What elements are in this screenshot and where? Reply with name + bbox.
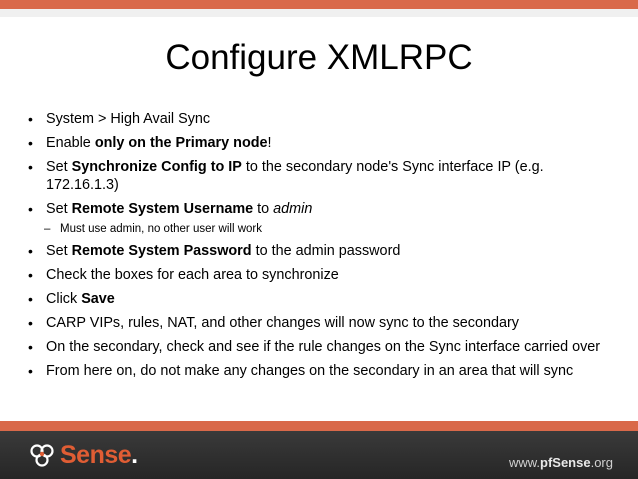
top-strip <box>0 9 638 17</box>
sub-bullet-item <box>26 222 611 237</box>
bullet-text: Click <box>46 291 82 307</box>
bullet-text: to <box>253 201 274 217</box>
bullet-text: Enable <box>46 135 95 151</box>
bullet-bold-text: only on the Primary node <box>94 135 268 151</box>
footer-url: www.pfSense.org <box>508 455 613 470</box>
pfsense-logo <box>28 440 138 470</box>
bullet-item <box>26 266 611 284</box>
logo-wordmark: Sense. <box>60 440 138 469</box>
pfsense-logo-icon <box>28 442 56 468</box>
bullet-item <box>26 134 611 152</box>
bullet-text: to the secondary node's Sync interface IP (e.g. 172.16.1.3) <box>46 159 544 193</box>
bullet-item <box>26 362 611 380</box>
bullet-text: CARP VIPs, rules, NAT, and other changes will now sync to the secondary <box>46 315 519 331</box>
footer-accent-bar <box>0 421 638 431</box>
bullet-text: System > High Avail Sync <box>46 111 211 127</box>
bullet-bold-text: Save <box>81 291 115 307</box>
bullet-item <box>26 338 611 356</box>
bullet-item <box>26 200 611 218</box>
bullet-text: From here on, do not make any changes on the secondary in an area that will sync <box>46 363 574 379</box>
sub-bullet-text: Must use admin, no other user will work <box>60 223 262 235</box>
top-accent-bar <box>0 0 638 9</box>
bullet-item <box>26 158 611 194</box>
bullet-bold-text: Synchronize Config to IP <box>71 159 242 175</box>
bullet-bold-text: Remote System Password <box>71 243 252 259</box>
bullet-text: On the secondary, check and see if the rule changes on the Sync interface carried over <box>46 339 601 355</box>
bullet-item <box>26 290 611 308</box>
bullet-text: Check the boxes for each area to synchronize <box>46 267 339 283</box>
bullet-list <box>26 110 611 386</box>
bullet-text: Set <box>46 243 72 259</box>
bullet-text: Set <box>46 159 72 175</box>
bullet-item <box>26 314 611 332</box>
bullet-bold-text: Remote System Username <box>71 201 254 217</box>
bullet-italic-text: admin <box>273 201 313 217</box>
slide-title: Configure XMLRPC <box>165 38 473 77</box>
bullet-text: Set <box>46 201 72 217</box>
bullet-text: ! <box>267 135 272 151</box>
bullet-item <box>26 110 611 128</box>
bullet-item <box>26 242 611 260</box>
bullet-text: to the admin password <box>251 243 401 259</box>
